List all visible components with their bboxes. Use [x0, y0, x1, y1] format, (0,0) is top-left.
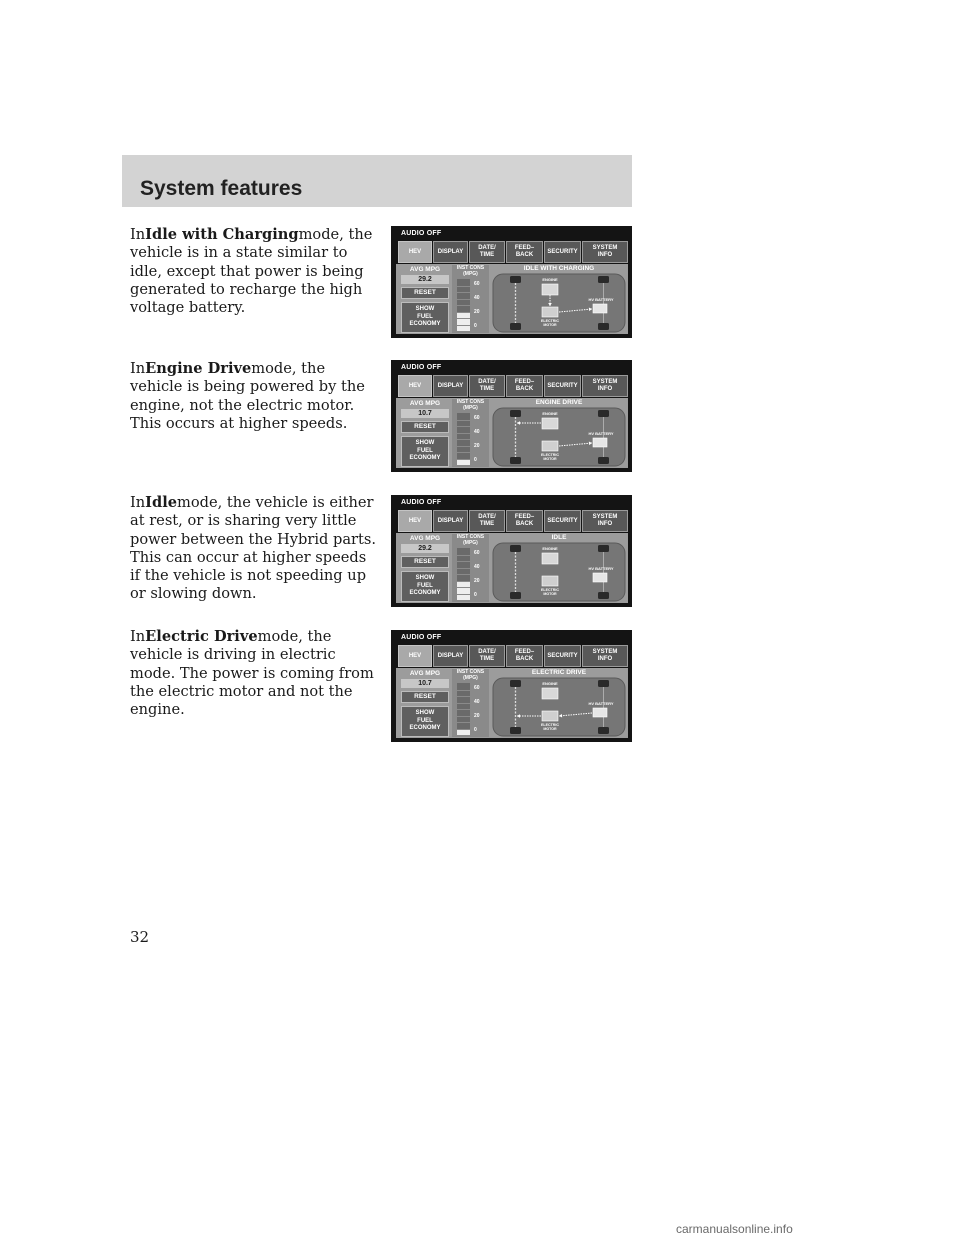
tab-security[interactable]: SECURITY: [544, 375, 581, 397]
gauge-scale-number: 40: [474, 429, 480, 435]
gauge-scale-number: 0: [474, 592, 477, 598]
tab-hev[interactable]: HEV: [398, 645, 432, 667]
inst-cons-fill: [457, 459, 470, 465]
tab-feedback[interactable]: FEED– BACK: [506, 645, 543, 667]
gauge-tick: [457, 555, 470, 556]
gauge-tick: [457, 305, 470, 306]
tab-date-time[interactable]: DATE/ TIME: [469, 241, 505, 263]
wheel-icon: [598, 680, 609, 687]
inst-cons-gauge-box: [452, 534, 489, 602]
avg-mpg-value: 29.2: [401, 275, 449, 284]
gauge-scale-number: 20: [474, 578, 480, 584]
gauge-tick: [457, 716, 470, 717]
hev-panel: [396, 264, 628, 334]
gauge-scale-number: 0: [474, 457, 477, 463]
gauge-tick: [457, 459, 470, 460]
gauge-tick: [457, 568, 470, 569]
gauge-tick: [457, 729, 470, 730]
hv-battery-label: HV BATTERY: [588, 431, 614, 436]
audio-off-label: AUDIO OFF: [401, 230, 442, 237]
paragraph-text: mode, the vehicle is being powered by the engine, not the electric motor. This occurs at higher speeds.: [130, 360, 365, 432]
gauge-tick: [457, 581, 470, 582]
inst-cons-gauge: [457, 279, 470, 331]
term-electric-drive: Electric Drive: [145, 628, 258, 645]
section-header: [122, 155, 632, 207]
hev-screen: [391, 226, 632, 338]
tab-date-time[interactable]: DATE/ TIME: [469, 645, 505, 667]
tab-bar: [396, 375, 628, 397]
avg-mpg-label: AVG MPG: [409, 670, 441, 677]
term-idle-with-charging: Idle with Charging: [145, 226, 299, 243]
tab-display[interactable]: DISPLAY: [433, 241, 468, 263]
wheel-icon: [598, 727, 609, 734]
electric-motor-label: MOTOR: [543, 457, 557, 461]
audio-off-label: AUDIO OFF: [401, 499, 442, 506]
electric-motor-icon: [542, 711, 558, 721]
hv-battery-icon: [593, 438, 607, 447]
gauge-tick: [457, 426, 470, 427]
tab-security[interactable]: SECURITY: [544, 645, 581, 667]
inst-cons-gauge: [457, 548, 470, 600]
tab-system-info[interactable]: SYSTEM INFO: [582, 375, 628, 397]
show-fuel-economy-button[interactable]: SHOW FUEL ECONOMY: [401, 571, 449, 602]
wheel-icon: [510, 457, 521, 464]
show-fuel-economy-button[interactable]: SHOW FUEL ECONOMY: [401, 436, 449, 467]
wheel-icon: [510, 545, 521, 552]
engine-icon: [542, 284, 558, 295]
inst-cons-label: INST CONS (MPG): [456, 669, 485, 681]
reset-button[interactable]: RESET: [401, 691, 449, 703]
gauge-tick: [457, 722, 470, 723]
gauge-tick: [457, 312, 470, 313]
avg-mpg-value: 29.2: [401, 544, 449, 553]
hev-panel: [396, 398, 628, 468]
wheel-icon: [598, 323, 609, 330]
reset-button[interactable]: RESET: [401, 421, 449, 433]
inst-cons-gauge-box: [452, 399, 489, 467]
tab-hev[interactable]: HEV: [398, 241, 432, 263]
hv-battery-label: HV BATTERY: [588, 297, 614, 302]
inst-cons-gauge-box: [452, 265, 489, 333]
paragraph-idle-with-charging: InIdle with Chargingmode, the vehicle is in a state similar to idle, except that power is being generated to recharge the high voltage battery.: [130, 226, 373, 317]
gauge-tick: [457, 433, 470, 434]
inst-cons-fill: [457, 582, 470, 600]
engine-icon: [542, 553, 558, 564]
hv-battery-icon: [593, 573, 607, 582]
gauge-scale-number: 20: [474, 713, 480, 719]
paragraph-text: mode, the vehicle is in a state similar to idle, except that power is being generated to recharge the high voltage battery.: [130, 226, 373, 317]
reset-button[interactable]: RESET: [401, 556, 449, 568]
tab-feedback[interactable]: FEED– BACK: [506, 510, 543, 532]
gauge-tick: [457, 325, 470, 326]
tab-hev[interactable]: HEV: [398, 510, 432, 532]
gauge-scale-number: 40: [474, 699, 480, 705]
gauge-tick: [457, 420, 470, 421]
powertrain-diagram: [492, 542, 626, 602]
tab-display[interactable]: DISPLAY: [433, 375, 468, 397]
avg-mpg-label: AVG MPG: [409, 266, 441, 273]
tab-security[interactable]: SECURITY: [544, 510, 581, 532]
wheel-icon: [510, 727, 521, 734]
wheel-icon: [510, 410, 521, 417]
gauge-tick: [457, 439, 470, 440]
page-number: 32: [130, 928, 150, 946]
electric-motor-icon: [542, 307, 558, 317]
tab-date-time[interactable]: DATE/ TIME: [469, 510, 505, 532]
powertrain-diagram: [492, 273, 626, 333]
paragraph-text: mode, the vehicle is driving in electric mode. The power is coming from the electric motor and not the engine.: [130, 628, 374, 719]
hv-battery-label: HV BATTERY: [588, 566, 614, 571]
wheel-icon: [510, 276, 521, 283]
avg-mpg-label: AVG MPG: [409, 400, 441, 407]
gauge-scale-number: 60: [474, 550, 480, 556]
powertrain-diagram: [492, 677, 626, 737]
electric-motor-label: ELECTRIC: [541, 723, 559, 727]
gauge-tick: [457, 452, 470, 453]
paragraph-idle: InIdlemode, the vehicle is either at rest, or is sharing very little power between the Hybrid parts. This can occur at higher speeds if the vehicle is not speeding up or slowing down.: [130, 494, 377, 603]
inst-cons-fill: [457, 313, 470, 331]
audio-off-label: AUDIO OFF: [401, 634, 442, 641]
wheel-icon: [598, 410, 609, 417]
wheel-icon: [510, 323, 521, 330]
mode-title: ENGINE DRIVE: [535, 399, 583, 406]
wheel-icon: [598, 457, 609, 464]
engine-label: ENGINE: [542, 681, 558, 686]
gauge-tick: [457, 286, 470, 287]
term-idle: Idle: [145, 494, 178, 511]
hev-screen: [391, 495, 632, 607]
electric-motor-label: MOTOR: [543, 323, 557, 327]
gauge-scale-number: 0: [474, 727, 477, 733]
wheel-icon: [598, 276, 609, 283]
hev-panel: [396, 668, 628, 738]
gauge-tick: [457, 690, 470, 691]
inst-cons-fill: [457, 729, 470, 735]
tab-hev[interactable]: HEV: [398, 375, 432, 397]
tab-security[interactable]: SECURITY: [544, 241, 581, 263]
engine-label: ENGINE: [542, 411, 558, 416]
show-fuel-economy-button[interactable]: SHOW FUEL ECONOMY: [401, 706, 449, 737]
paragraph-engine-drive: InEngine Drivemode, the vehicle is being powered by the engine, not the electric motor. This occurs at higher speeds.: [130, 360, 365, 432]
term-engine-drive: Engine Drive: [145, 360, 252, 377]
avg-mpg-value: 10.7: [401, 679, 449, 688]
inst-cons-gauge: [457, 413, 470, 465]
engine-label: ENGINE: [542, 546, 558, 551]
electric-motor-icon: [542, 576, 558, 586]
gauge-scale-number: 0: [474, 323, 477, 329]
electric-motor-label: ELECTRIC: [541, 453, 559, 457]
gauge-tick: [457, 587, 470, 588]
gauge-tick: [457, 561, 470, 562]
gauge-scale-number: 60: [474, 685, 480, 691]
wheel-icon: [510, 592, 521, 599]
tab-date-time[interactable]: DATE/ TIME: [469, 375, 505, 397]
gauge-tick: [457, 299, 470, 300]
tab-system-info[interactable]: SYSTEM INFO: [582, 645, 628, 667]
tab-bar: [396, 645, 628, 667]
gauge-scale-number: 20: [474, 309, 480, 315]
section-title: System features: [140, 177, 303, 200]
engine-icon: [542, 418, 558, 429]
inst-cons-gauge: [457, 683, 470, 735]
tab-display[interactable]: DISPLAY: [433, 645, 468, 667]
footer-watermark: carmanualsonline.info: [676, 1222, 793, 1236]
gauge-scale-number: 60: [474, 415, 480, 421]
wheel-icon: [598, 545, 609, 552]
engine-label: ENGINE: [542, 277, 558, 282]
tab-feedback[interactable]: FEED– BACK: [506, 375, 543, 397]
audio-off-label: AUDIO OFF: [401, 364, 442, 371]
paragraph-text: mode, the vehicle is either at rest, or is sharing very little power between the Hybrid parts. This can occur at higher speeds if the vehicle is not speeding up or slowing down.: [130, 494, 377, 603]
mode-title: IDLE: [551, 534, 567, 541]
hev-panel: [396, 533, 628, 603]
gauge-tick: [457, 446, 470, 447]
inst-cons-label: INST CONS (MPG): [456, 534, 485, 546]
gauge-tick: [457, 696, 470, 697]
tab-system-info[interactable]: SYSTEM INFO: [582, 510, 628, 532]
inst-cons-gauge-box: [452, 669, 489, 737]
engine-icon: [542, 688, 558, 699]
inst-cons-label: INST CONS (MPG): [456, 399, 485, 411]
gauge-tick: [457, 703, 470, 704]
avg-mpg-value: 10.7: [401, 409, 449, 418]
gauge-scale-number: 40: [474, 564, 480, 570]
gauge-tick: [457, 292, 470, 293]
inst-cons-label: INST CONS (MPG): [456, 265, 485, 277]
gauge-scale-number: 20: [474, 443, 480, 449]
hv-battery-label: HV BATTERY: [588, 701, 614, 706]
wheel-icon: [598, 592, 609, 599]
powertrain-diagram: [492, 407, 626, 467]
tab-system-info[interactable]: SYSTEM INFO: [582, 241, 628, 263]
gauge-scale-number: 60: [474, 281, 480, 287]
electric-motor-label: MOTOR: [543, 592, 557, 596]
tab-display[interactable]: DISPLAY: [433, 510, 468, 532]
paragraph-electric-drive: InElectric Drivemode, the vehicle is driving in electric mode. The power is coming from the electric motor and not the engine.: [130, 628, 374, 719]
avg-mpg-label: AVG MPG: [409, 535, 441, 542]
mode-title: IDLE WITH CHARGING: [523, 265, 595, 272]
tab-bar: [396, 510, 628, 532]
gauge-tick: [457, 709, 470, 710]
electric-motor-label: ELECTRIC: [541, 319, 559, 323]
electric-motor-label: MOTOR: [543, 727, 557, 731]
tab-feedback[interactable]: FEED– BACK: [506, 241, 543, 263]
gauge-tick: [457, 318, 470, 319]
wheel-icon: [510, 680, 521, 687]
electric-motor-icon: [542, 441, 558, 451]
hev-screen: [391, 360, 632, 472]
gauge-tick: [457, 574, 470, 575]
reset-button[interactable]: RESET: [401, 287, 449, 299]
mode-title: ELECTRIC DRIVE: [531, 669, 587, 676]
gauge-scale-number: 40: [474, 295, 480, 301]
show-fuel-economy-button[interactable]: SHOW FUEL ECONOMY: [401, 302, 449, 333]
hv-battery-icon: [593, 304, 607, 313]
hev-screen: [391, 630, 632, 742]
tab-bar: [396, 241, 628, 263]
electric-motor-label: ELECTRIC: [541, 588, 559, 592]
hv-battery-icon: [593, 708, 607, 717]
gauge-tick: [457, 594, 470, 595]
